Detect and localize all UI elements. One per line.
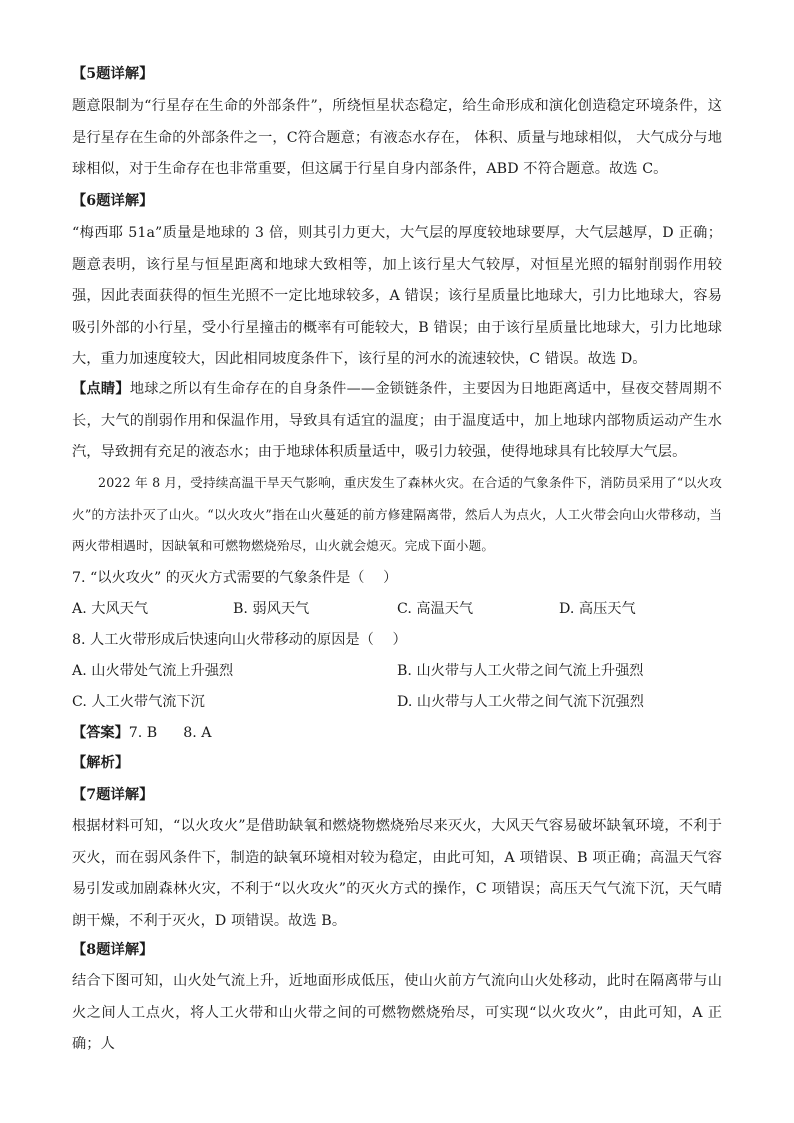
- q5-detail-heading: 【5题详解】: [72, 66, 154, 82]
- q7-options: [72, 593, 732, 625]
- material-passage: 2022 年 8 月，受持续高温干旱天气影响，重庆发生了森林火灾。在合适的气象条件下，消防员采用了“以火攻火”的方法扑灭了山火。“以火攻火”指在山火蔓延的前方修建隔离带，然后人为点火，人工火带会向山火带移动，当两火带相遇时，因缺氧和可燃物燃烧殆尽，山火就会熄灭。完成下面小题。: [72, 475, 722, 554]
- analysis-heading: 【解析】: [72, 755, 130, 771]
- q7-option-a[interactable]: A. 大风天气: [72, 601, 149, 617]
- answer-q7: 7. B: [128, 725, 158, 741]
- q7-option-b[interactable]: B. 弱风天气: [233, 601, 310, 617]
- q8-option-a[interactable]: A. 山火带处气流上升强烈: [72, 663, 234, 679]
- q8-detail-heading: 【8题详解】: [72, 942, 154, 958]
- q7-stem: 7. “以火攻火” 的灭火方式需要的气象条件是（ ）: [72, 570, 398, 586]
- tip-label: 【点睛】: [72, 381, 130, 397]
- q8-detail-text: 结合下图可知，山火处气流上升，近地面形成低压，使山火前方气流向山火处移动，此时在隔离带与山火之间人工点火，将人工火带和山火带之间的可燃物燃烧殆尽，可实现“以火攻火”，由此可知，A 正确；人: [72, 973, 722, 1053]
- q5-detail-text: 题意限制为“行星存在生命的外部条件”，所绕恒星状态稳定，给生命形成和演化创造稳定环境条件，这是行星存在生命的外部条件之一，C符合题意；有液态水存在， 体积、质量与地球相似， 大气成分与地球相似，对于生命存在也非常重要，但这属于行星自身内部条件，ABD 不符合题意。故选 C。: [72, 98, 722, 178]
- q8-option-b[interactable]: B. 山火带与人工火带之间气流上升强烈: [397, 663, 644, 679]
- q8-stem: 8. 人工火带形成后快速向山火带移动的原因是（ ）: [72, 632, 407, 648]
- q6-detail-text: “梅西耶 51a”质量是地球的 3 倍，则其引力更大，大气层的厚度较地球要厚，大气层越厚，D 正确；题意表明，该行星与恒星距离和地球大致相等，加上该行星大气较厚，对恒星光照的辐射削弱作用较强，因此表面获得的恒生光照不一定比地球较多，A 错误；该行星质量比地球大，引力比地球大，容易吸引外部的小行星，受小行星撞击的概率有可能较大，B 错误；由于该行星质量比地球大，引力比地球大，重力加速度较大，因此相同坡度条件下，该行星的河水的流速较快，C 错误。故选 D。: [72, 225, 722, 368]
- tip-text: 地球之所以有生命存在的自身条件——金锁链条件，主要因为日地距离适中，昼夜交替周期不长，大气的削弱作用和保温作用，导致具有适宜的温度；由于温度适中，加上地球内部物质运动产生水汽，导致拥有充足的液态水；由于地球体积质量适中，吸引力较强，使得地球具有比较厚大气层。: [72, 381, 722, 461]
- answer-line: [72, 717, 212, 749]
- q8-option-d[interactable]: D. 山火带与人工火带之间气流下沉强烈: [397, 694, 644, 710]
- q7-option-d[interactable]: D. 高压天气: [559, 601, 636, 617]
- q6-detail-heading: 【6题详解】: [72, 193, 154, 209]
- q7-detail-heading: 【7题详解】: [72, 787, 154, 803]
- answer-label: 【答案】: [72, 725, 129, 741]
- q8-options-row-2: [72, 686, 732, 718]
- q7-option-c[interactable]: C. 高温天气: [397, 601, 474, 617]
- q8-options-row-1: [72, 655, 732, 687]
- tip-block: [72, 374, 722, 469]
- answer-q8: 8. A: [183, 725, 212, 741]
- q8-option-c[interactable]: C. 人工火带气流下沉: [72, 694, 205, 710]
- q7-detail-text: 根据材料可知，“以火攻火”是借助缺氧和燃烧物燃烧殆尽来灭火，大风天气容易破坏缺氧环境，不利于灭火，而在弱风条件下，制造的缺氧环境相对较为稳定，由此可知，A 项错误、B 项正确；高温天气容易引发或加剧森林火灾，不利于“以火攻火”的灭火方式的操作，C 项错误；高压天气气流下沉，天气晴朗干燥，不利于灭火，D 项错误。故选 B。: [72, 818, 722, 929]
